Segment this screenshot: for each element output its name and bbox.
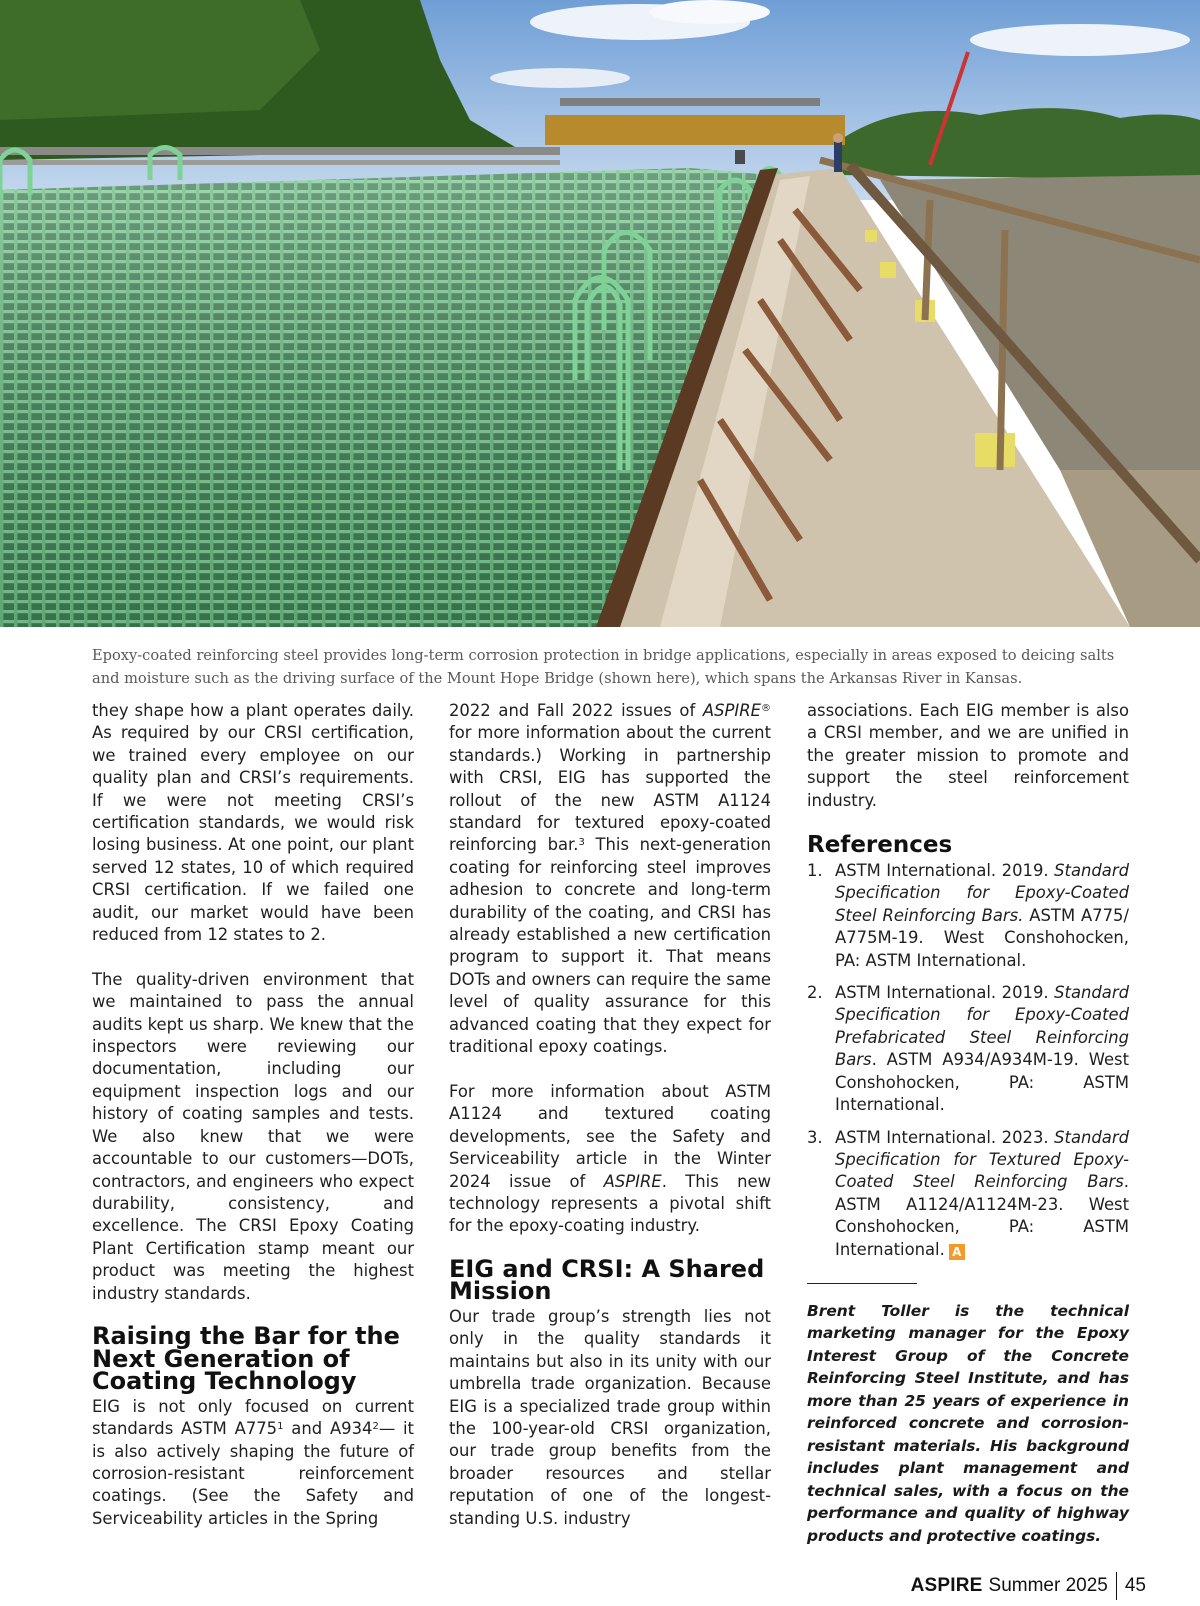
page-footer — [911, 1572, 1146, 1600]
author-bio: Brent Toller is the technical marketing manager for the Epoxy Interest Group of the Concrete Reinforcing Steel Institute, and has more than 25 years of experience in reinforced concrete and corrosion-resistant materials. His background includes plant management and technical sales, with a focus on the performance and quality of highway products and protective coatings. — [807, 1301, 1129, 1545]
aspire-end-mark-icon: A — [949, 1244, 965, 1260]
bio-divider — [807, 1283, 917, 1284]
column-2 — [449, 700, 771, 1530]
reference-item: 3. ASTM International. 2023. Standard Specification for Textured Epoxy-Coated Steel Reinforcing Bars. ASTM A1124/A1124M-23. West Conshohocken, PA: ASTM International. A — [807, 1127, 1129, 1259]
references-heading: References — [807, 832, 953, 859]
column-3 — [807, 700, 1129, 1547]
magazine-name: ASPIRE — [910, 1575, 983, 1596]
col1-paragraph-2: The quality-driven environment that we maintained to pass the annual audits kept us sharp. We knew that the inspectors were reviewing our documentation, including our equipment inspection logs and our history of coating samples and tests. We also knew that we were accountable to our customers—DOTs, contractors, and engineers who expect durability, consistency, and excellence. The CRSI Epoxy Coating Plant Certification stamp meant our product was meeting the highest industry standards. — [92, 969, 414, 1303]
page-number: 45 — [1124, 1575, 1146, 1596]
col1-paragraph-3: EIG is not only focused on current standards ASTM $A775^1$ and $A934^2—$ it is also actively shaping the future of corrosion-resistant reinforcement coatings. (See the Safety and Serviceability articles in the Spring — [92, 1396, 414, 1528]
reference-item: 2. ASTM International. 2019. Standard Specification for Epoxy-Coated Prefabricated Steel Reinforcing Bars. ASTM A934/A934M-19. West Conshohocken, PA: ASTM International. — [807, 983, 1129, 1115]
issue-label: Summer 2025 — [988, 1575, 1108, 1596]
col2-paragraph-3: Our trade group’s strength lies not only in the quality standards it maintains but also in its unity with our umbrella trade organization. Because EIG is a specialized trade group within the 100-year-old CRSI organization, our trade group benefits from the broader resources and stellar reputation of one of the longest-standing U.S. industry — [449, 1306, 771, 1528]
section-heading-raising-the-bar: Raising the Bar for the Next Generation of Coating Technology — [92, 1321, 400, 1396]
photo-caption: Epoxy-coated reinforcing steel provides long-term corrosion protection in bridge applications, especially in areas exposed to deicing salts and moisture such as the driving surface of the Mount Hope Bridge (shown here), which spans the Arkansas River in Kansas. — [92, 647, 1115, 687]
col2-paragraph-2: For more information about ASTM A1124 and textured coating developments, see the Safety and Serviceability article in the Winter 2024 issue of ASPIRE. This new technology represents a pivotal shift for the epoxy-coating industry. — [449, 1081, 771, 1236]
footer-divider — [1116, 1572, 1117, 1600]
column-1 — [92, 700, 414, 1530]
col1-paragraph-1: they shape how a plant operates daily. As required by our CRSI certification, we trained every employee on our quality plan and CRSI’s requirements. If we were not meeting CRSI’s certification standards, we would risk losing business. At one point, our plant served 12 states, 10 of which required CRSI certification. If we failed one audit, our market would have been reduced from 12 states to 2. — [92, 701, 414, 945]
col2-paragraph-1: 2022 and Fall 2022 issues of ASPIRE® for more information about the current standards.) Working in partnership with CRSI, EIG has supported the rollout of the new ASTM A1124 standard for textured epoxy-coated reinforcing bar.$^3$ This next-generation coating for reinforcing steel improves adhesion to concrete and long-term durability of the coating, and CRSI has already established a new certification program to support it. That means DOTs and owners can require the same level of quality assurance for this advanced coating that they expect for traditional epoxy coatings. — [449, 701, 772, 1057]
col3-paragraph-1: associations. Each EIG member is also a CRSI member, and we are unified in the greater mission to promote and support the steel reinforcement industry. — [807, 701, 1129, 810]
bridge-deck-photo — [0, 0, 1200, 627]
section-heading-shared-mission: EIG and CRSI: A Shared Mission — [449, 1254, 765, 1306]
reference-item: 1. ASTM International. 2019. Standard Specification for Epoxy-Coated Steel Reinforcing Bars. ASTM A775/ A775M-19. West Conshohocken, PA: ASTM International. — [807, 861, 1129, 970]
